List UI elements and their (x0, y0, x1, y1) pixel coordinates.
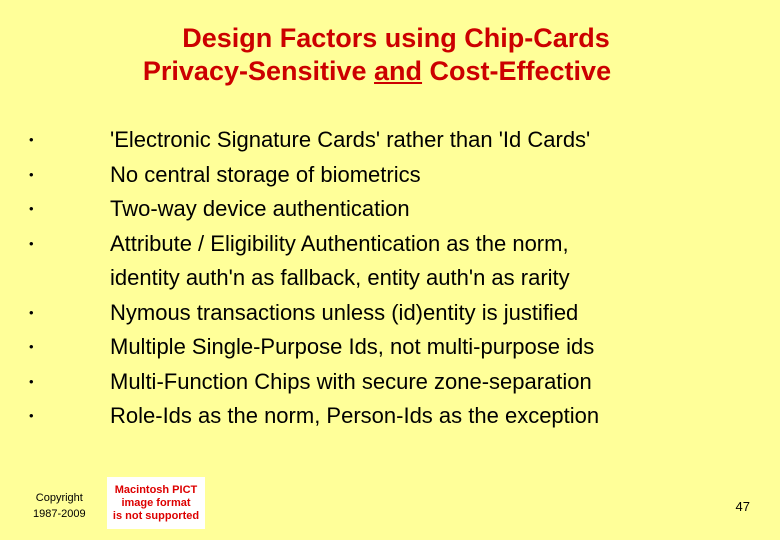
bullet-dot-icon: • (29, 339, 34, 354)
bullet-text: Multi-Function Chips with secure zone-separation (110, 368, 592, 394)
bullet-item (0, 399, 780, 434)
bullet-dot-icon: • (29, 408, 34, 423)
bullet-text: Two-way device authentication (110, 196, 410, 221)
title-line-1: Design Factors using Chip-Cards (182, 23, 610, 53)
bullet-text: No central storage of biometrics (110, 161, 421, 187)
title-underlined-word: and (374, 56, 423, 86)
bullet-dot-icon: • (29, 132, 34, 147)
bullet-text-continued: identity auth'n as fallback, entity auth'n as rarity (110, 265, 570, 290)
bullet-list (0, 123, 780, 434)
bullet-text: 'Electronic Signature Cards' rather than 'Id Cards' (110, 127, 591, 152)
page-number: 47 (735, 499, 750, 514)
bullet-item (0, 158, 780, 193)
bullet-item (0, 330, 780, 365)
title-line-2 (0, 55, 780, 88)
bullet-item (0, 123, 780, 158)
copyright-label: Copyright (35, 492, 83, 504)
bullet-dot-icon: • (29, 373, 34, 389)
bullet-item (0, 227, 780, 296)
bullet-text: Multiple Single-Purpose Ids, not multi-purpose ids (110, 334, 595, 359)
bullet-text: Attribute / Eligibility Authentication as the norm, (110, 230, 569, 256)
bullet-item (0, 192, 780, 227)
bullet-dot-icon: • (29, 166, 34, 182)
bullet-text: Role-Ids as the norm, Person-Ids as the exception (110, 403, 600, 428)
bullet-dot-icon: • (29, 235, 34, 251)
unsupported-image-placeholder (107, 477, 205, 529)
pict-line-2: image format (121, 496, 191, 509)
bullet-item (0, 365, 780, 400)
copyright-years: 1987-2009 (33, 508, 86, 520)
bullet-dot-icon: • (29, 304, 34, 320)
bullet-text: Nymous transactions unless (id)entity is justified (110, 299, 579, 325)
bullet-dot-icon: • (29, 201, 34, 216)
bullet-item (0, 296, 780, 331)
copyright-notice (33, 490, 86, 522)
pict-line-3: is not supported (112, 509, 200, 522)
title-line-2-end: Cost-Effective (422, 56, 612, 86)
slide-title (0, 22, 780, 88)
pict-line-1: Macintosh PICT (114, 483, 198, 496)
title-line-2-start: Privacy-Sensitive (142, 56, 375, 86)
